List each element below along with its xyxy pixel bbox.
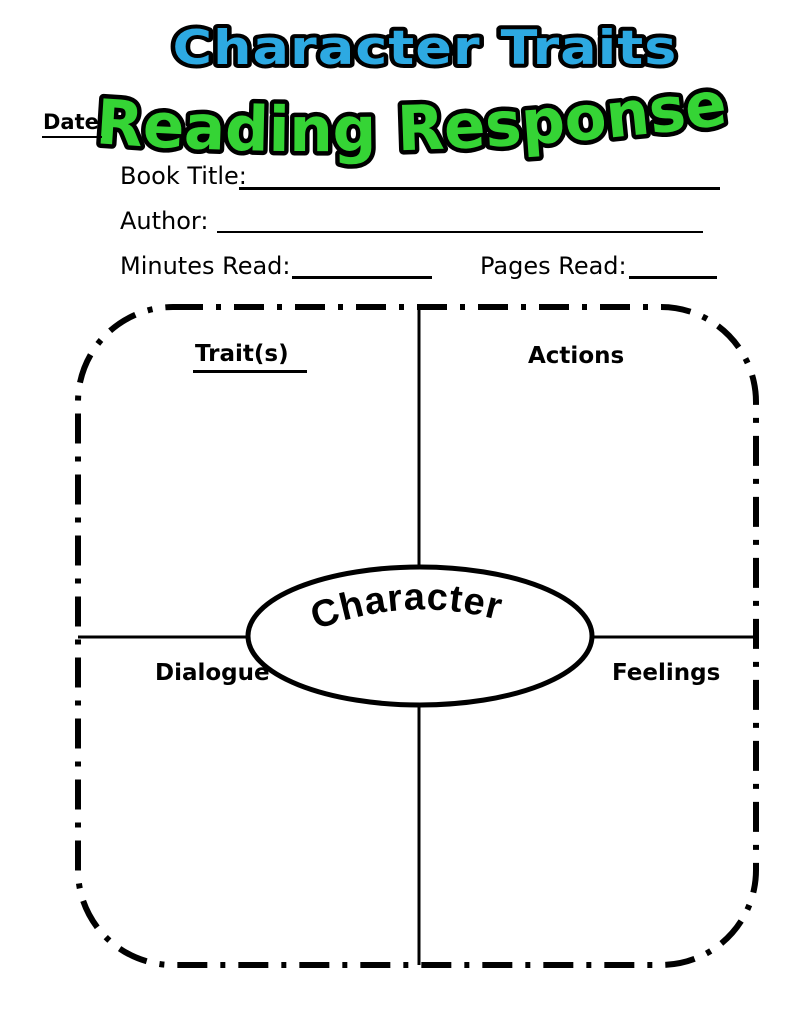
- pages-read-label: Pages Read:: [480, 252, 627, 280]
- title-character-traits: Character Traits: [172, 21, 678, 76]
- quadrant-label-dialogue: Dialogue: [155, 660, 270, 686]
- quadrant-area-feelings[interactable]: [440, 700, 735, 945]
- minutes-read-label: Minutes Read:: [120, 252, 291, 280]
- center-label: Character: [305, 576, 507, 639]
- quadrant-area-actions[interactable]: [440, 385, 735, 610]
- quadrant-label-actions: Actions: [528, 343, 625, 369]
- quadrant-area-traits[interactable]: [100, 385, 400, 610]
- date-label: Date: [42, 110, 102, 138]
- book-title-label: Book Title:: [120, 162, 247, 190]
- title-reading-response: Reading Response: [94, 66, 732, 167]
- quadrant-label-traits: Trait(s): [193, 341, 307, 373]
- quadrant-label-feelings: Feelings: [612, 660, 721, 686]
- author-label: Author:: [120, 207, 209, 235]
- quadrant-area-dialogue[interactable]: [100, 700, 400, 945]
